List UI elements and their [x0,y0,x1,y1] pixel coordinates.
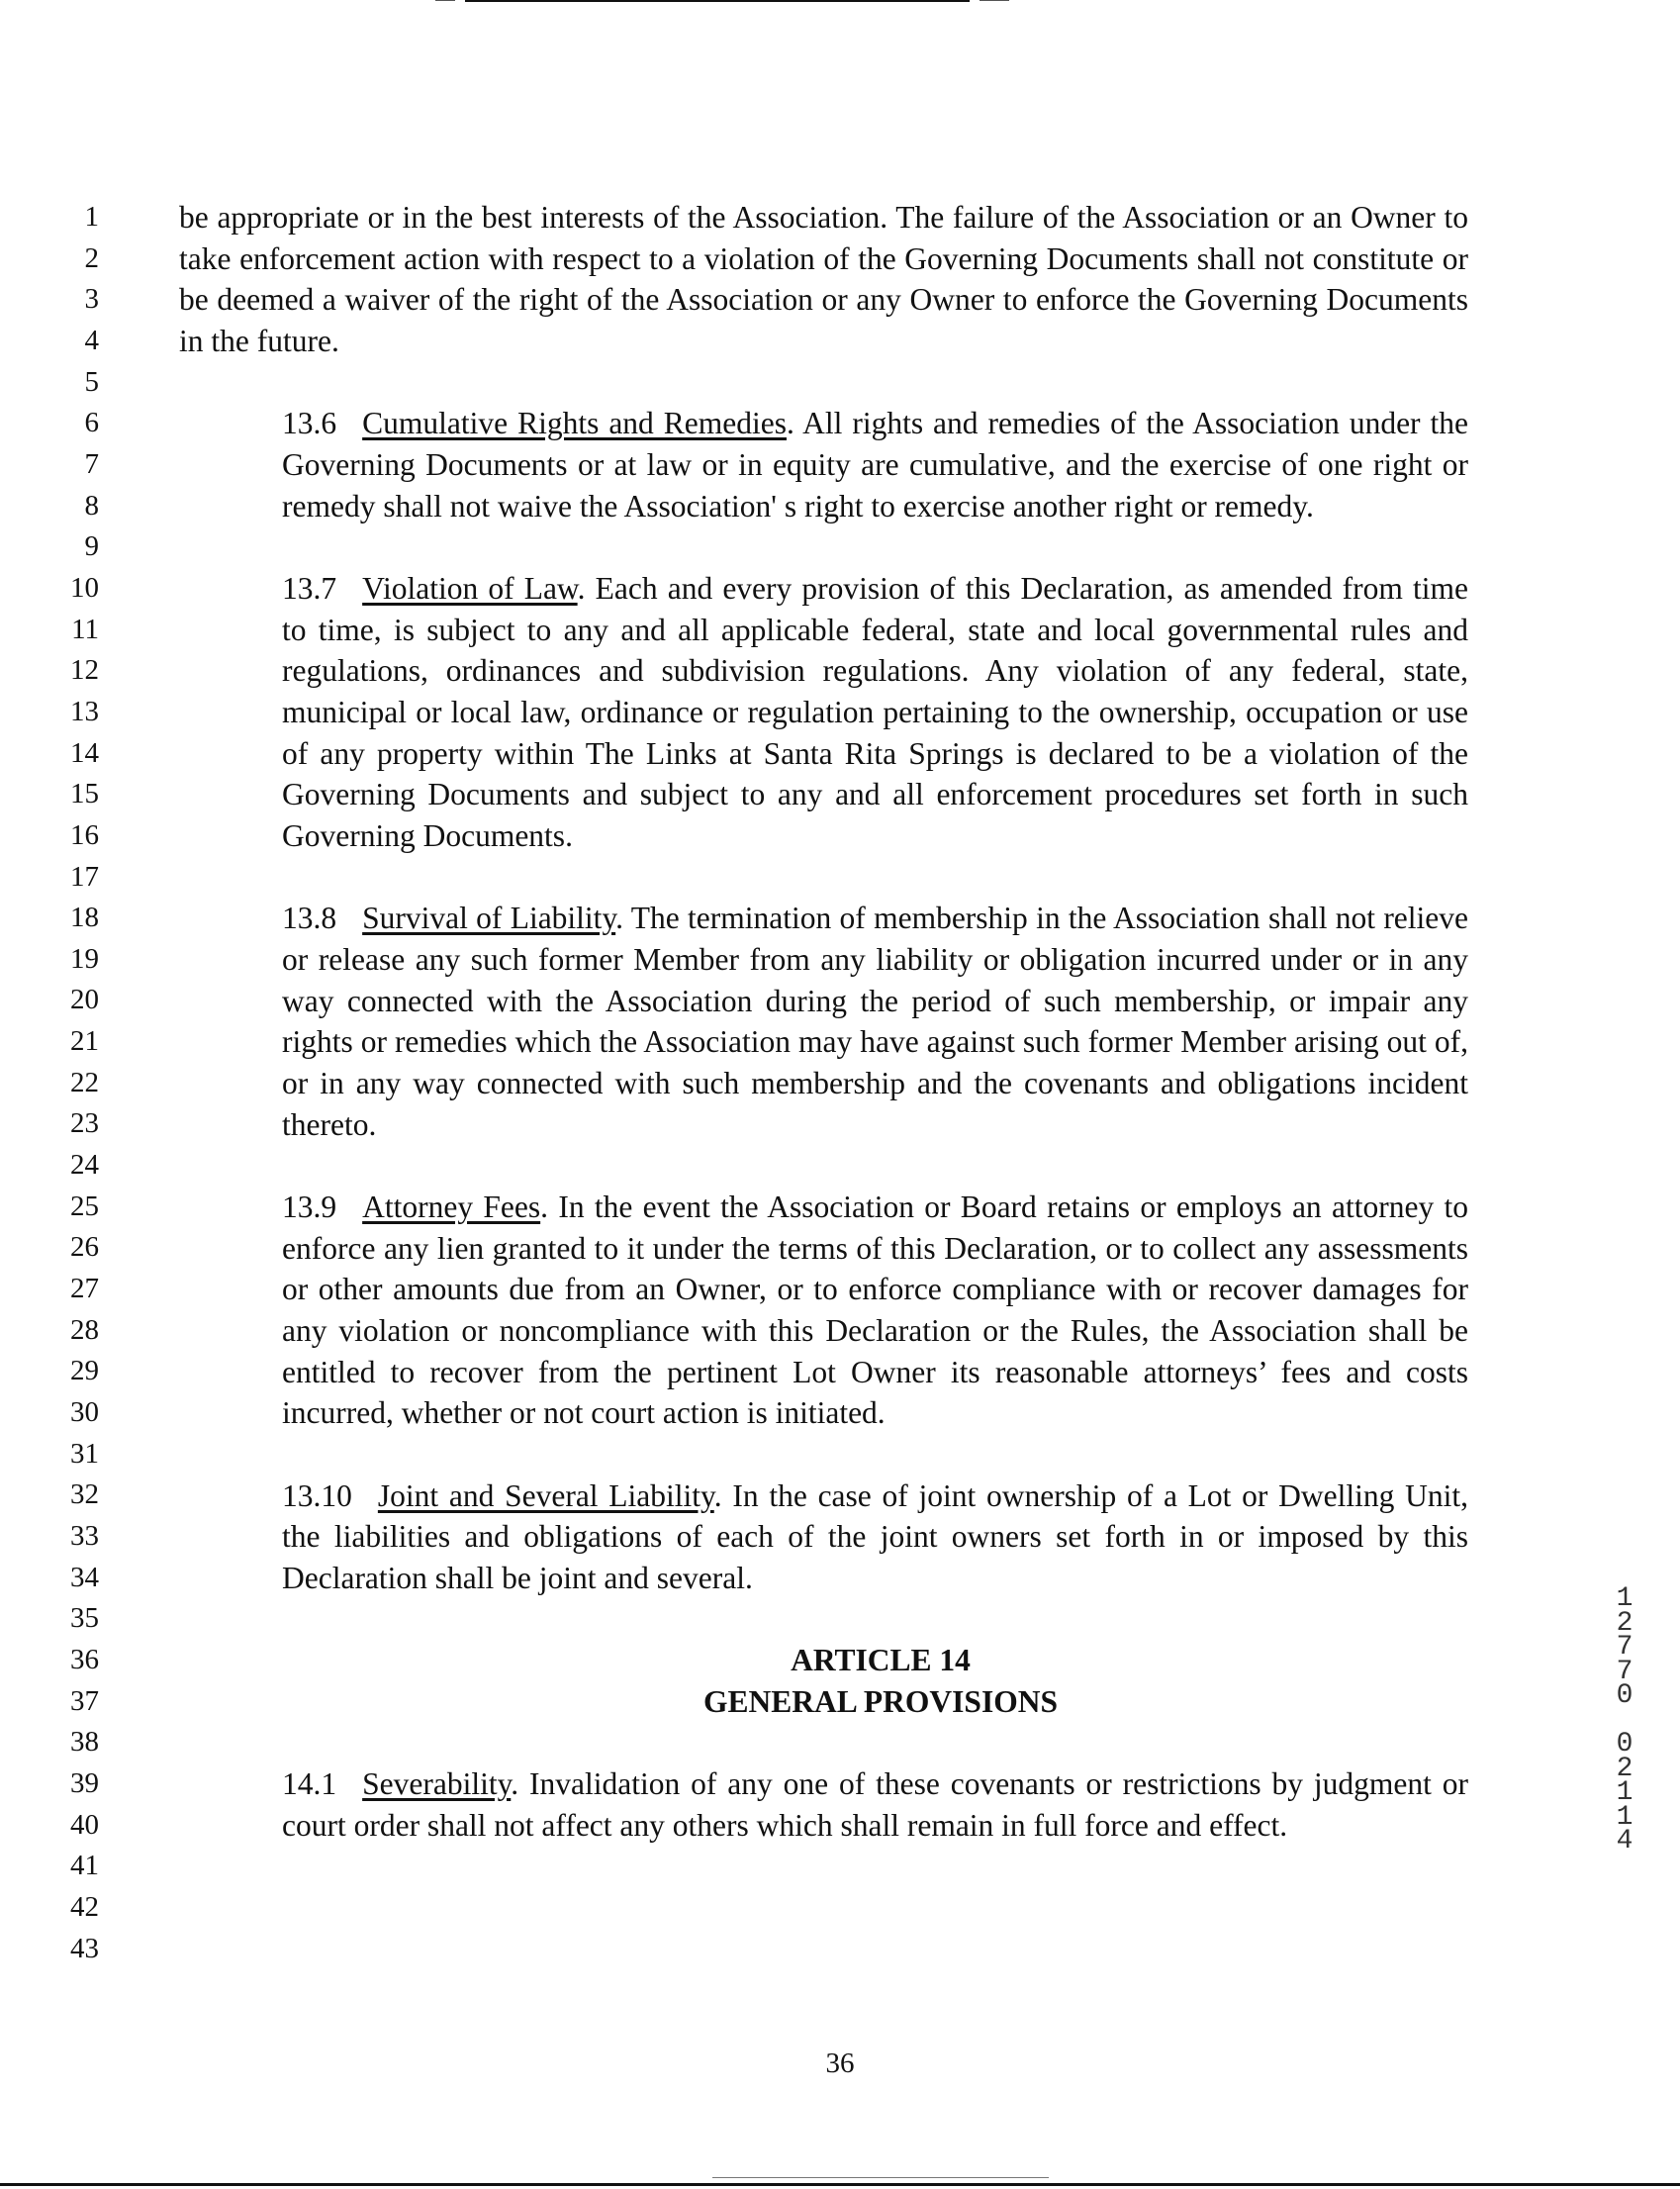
line-number: 27 [70,1273,99,1305]
stamp-digit: 7 [1616,1632,1633,1663]
line-number: 42 [70,1890,99,1923]
section-13-7 [179,568,1468,857]
section-title: Joint and Several Liability [377,1477,714,1513]
section-text: . Invalidation of any one of these covenants or restrictions by judgment or court order shall not affect any others which shall remain in full force and effect. [282,1766,1468,1844]
line-number: 43 [70,1932,99,1964]
line-number: 12 [70,654,99,687]
line-number: 41 [70,1850,99,1882]
stamp-digit: 0 [1616,1729,1633,1760]
section-text: . The termination of membership in the Association shall not relieve or release any such former Member from any liability or obligation incurred under or in any way connected with the Association during the period of such membership, or impair any rights or remedies which the Association may have against such former Member arising out of, or in any way connected with such membership and the covenants and obligations incident thereto. [282,901,1469,1142]
stamp-digit: 0 [1616,1680,1633,1711]
section-title: Attorney Fees [362,1190,541,1225]
stamp-digit: 1 [1616,1801,1633,1833]
line-number: 9 [84,530,99,563]
section-13-9 [179,1187,1468,1434]
line-number: 34 [70,1561,99,1593]
section-number: 13.9 [282,1190,337,1225]
section-title: Severability [362,1766,512,1802]
line-number: 39 [70,1766,99,1799]
article-subtitle: GENERAL PROVISIONS [703,1684,1058,1720]
line-number: 16 [70,818,99,851]
line-number: 30 [70,1396,99,1429]
line-number: 7 [84,447,99,480]
stamp-digit: 1 [1616,1777,1633,1808]
line-number: 5 [84,365,99,398]
line-number: 15 [70,778,99,810]
line-number: 11 [71,613,99,645]
paragraph-continuation: be appropriate or in the best interests of the Association. The failure of the Association or an Owner to take enforcement action with respect to a violation of the Governing Documents shall not constitute or be deemed a waiver of the right of the Association or any Owner to enforce the Governing Documents in the future. [179,200,1468,359]
line-number: 2 [84,241,99,274]
line-number: 20 [70,984,99,1016]
line-number: 40 [70,1808,99,1841]
line-number: 32 [70,1478,99,1511]
section-13-10 [179,1475,1468,1599]
line-number: 21 [70,1025,99,1058]
scan-edge-bottom-mark [712,2177,1049,2178]
line-number: 22 [70,1066,99,1098]
line-number: 1 [84,201,99,233]
line-number: 8 [84,489,99,522]
line-number: 17 [70,860,99,893]
line-number: 24 [70,1149,99,1182]
section-number: 14.1 [282,1766,337,1802]
stamp-digit: 1 [1616,1583,1633,1614]
stamp-digit: 2 [1616,1607,1633,1639]
line-number: 36 [70,1643,99,1675]
scan-edge-top-mark [980,0,1009,1]
section-text: . Each and every provision of this Declaration, as amended from time to time, is subject to any and all applicable federal, state and local governmental rules and regulations, ordinances and subdivision regulations. Any violation of any federal, state, municipal or local law, ordinance or regulation pertaining to the ownership, occupation or use of any property within The Links at Santa Rita Springs is declared to be a violation of the Governing Documents and subject to any and all enforcement procedures set forth in such Governing Documents. [282,571,1468,854]
line-number: 6 [84,407,99,439]
line-number: 37 [70,1684,99,1717]
line-number: 29 [70,1355,99,1387]
section-title: Violation of Law [362,571,578,607]
line-number: 26 [70,1231,99,1264]
line-number: 10 [70,571,99,604]
section-number: 13.8 [282,901,337,936]
section-title: Survival of Liability [362,901,616,936]
section-title: Cumulative Rights and Remedies [362,406,787,441]
stamp-digit: 7 [1616,1656,1633,1687]
line-number: 19 [70,942,99,975]
line-number: 3 [84,283,99,316]
section-13-8 [179,898,1468,1145]
scan-edge-top [465,0,970,2]
recording-stamp [1605,1583,1644,1856]
section-number: 13.10 [282,1477,352,1513]
line-number: 23 [70,1107,99,1140]
section-text: . All rights and remedies of the Association under the Governing Documents or at law or in equity are cumulative, and the exercise of one right or remedy shall not waive the Association' s right to exercise another right or remedy. [282,406,1468,523]
section-13-6 [179,403,1468,526]
line-number: 38 [70,1726,99,1759]
line-number: 13 [70,695,99,727]
line-number: 33 [70,1520,99,1552]
line-number: 25 [70,1190,99,1222]
section-number: 13.6 [282,406,337,441]
line-number-column [40,197,99,1969]
page-number: 36 [825,2047,855,2079]
line-number: 35 [70,1602,99,1635]
document-body [179,197,1468,1847]
line-number: 31 [70,1437,99,1470]
section-14-1 [179,1763,1468,1846]
line-number: 4 [84,324,99,356]
stamp-digit: 2 [1616,1753,1633,1784]
article-title: ARTICLE 14 [791,1643,971,1678]
scan-edge-top-mark [435,0,455,1]
section-text: . In the case of joint ownership of a Lot or Dwelling Unit, the liabilities and obligations of each of the joint owners set forth in or imposed by this Declaration shall be joint and several. [282,1477,1469,1596]
line-number: 28 [70,1313,99,1346]
section-number: 13.7 [282,571,337,607]
section-text: . In the event the Association or Board retains or employs an attorney to enforce any lien granted to it under the terms of this Declaration, or to collect any assessments or other amounts due from an Owner, or to enforce compliance with or recover damages for any violation or noncompliance with this Declaration or the Rules, the Association shall be entitled to recover from the pertinent Lot Owner its reasonable attorneys’ fees and costs incurred, whether or not court action is initiated. [282,1190,1468,1431]
line-number: 18 [70,902,99,934]
scan-edge-bottom [0,2183,1680,2186]
stamp-digit: 4 [1616,1826,1633,1856]
line-number: 14 [70,736,99,769]
